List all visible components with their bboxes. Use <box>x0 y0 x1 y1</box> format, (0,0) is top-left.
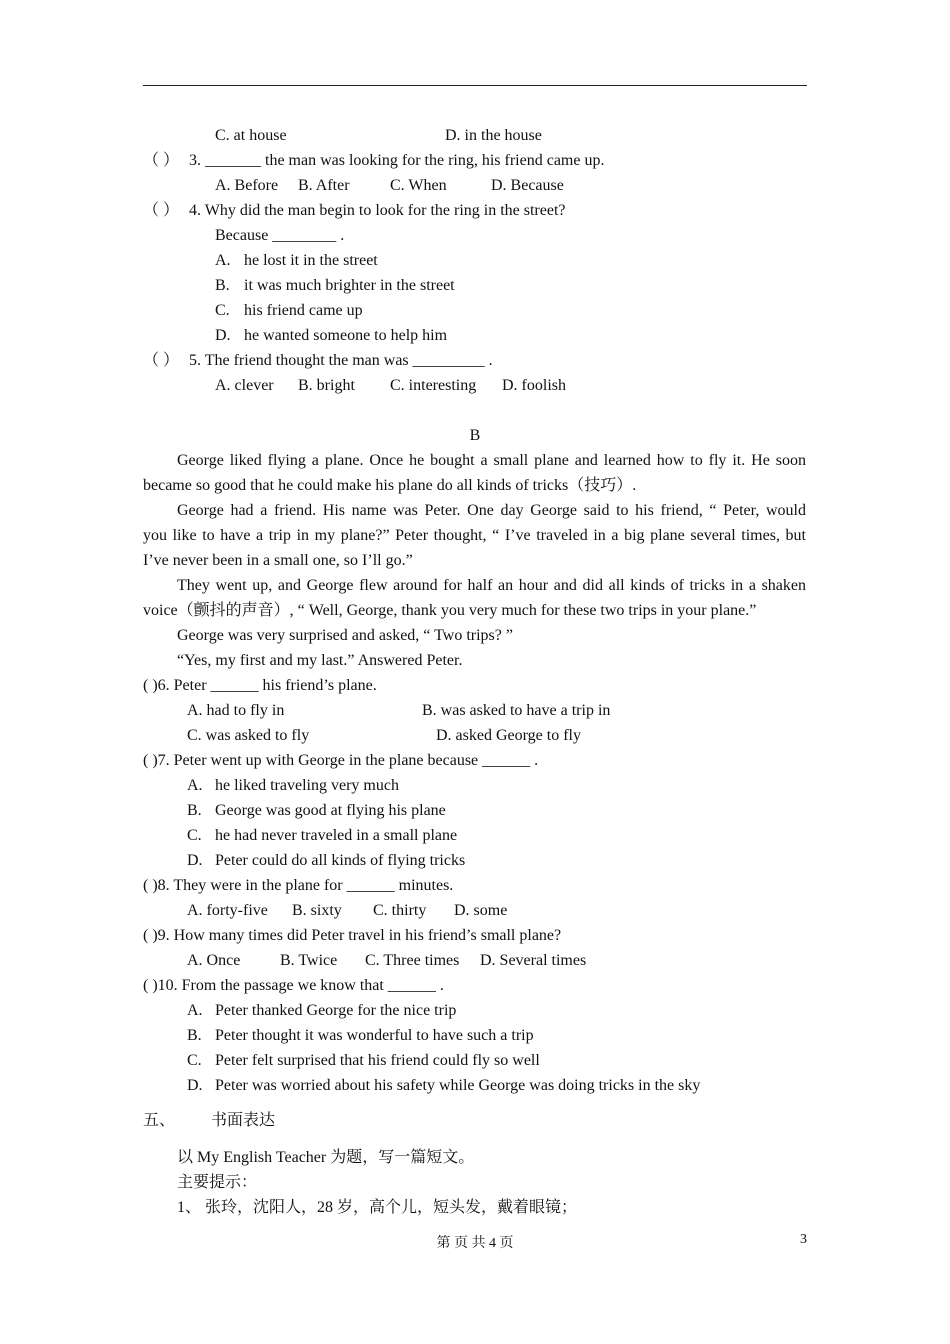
q10-option-a-text: Peter thanked George for the nice trip <box>215 1002 457 1019</box>
q6-option-b: B. was asked to have a trip in <box>422 702 611 719</box>
q4-option-a-text: he lost it in the street <box>244 252 378 269</box>
q4-option-b-letter: B. <box>215 277 230 294</box>
q6-option-c: C. was asked to fly <box>187 727 310 744</box>
passage-line-6: They went up, and George flew around for half an hour and did all kinds of tricks in a shaken <box>177 577 806 594</box>
q10-option-c-text: Peter felt surprised that his friend could fly so well <box>215 1052 540 1069</box>
q4-answer-paren: （ ） <box>143 202 180 219</box>
q8-option-b: B. sixty <box>292 902 342 919</box>
q7-option-d-text: Peter could do all kinds of flying tricks <box>215 852 466 869</box>
writing-prompt: 以 My English Teacher 为题，写一篇短文。 <box>177 1149 475 1166</box>
q5-option-c: C. interesting <box>390 377 477 394</box>
q4-option-b-text: it was much brighter in the street <box>244 277 455 294</box>
q10-option-b-letter: B. <box>187 1027 202 1044</box>
passage-line-7: voice（颤抖的声音）, “ Well, George, thank you very much for these two trips in your plane.” <box>143 602 757 619</box>
header-rule <box>143 85 807 86</box>
q4-option-c-text: his friend came up <box>244 302 363 319</box>
section-b-heading: B <box>469 427 481 444</box>
q3-option-b: B. After <box>298 177 350 194</box>
q6-option-a: A. had to fly in <box>187 702 285 719</box>
q3-option-c: C. When <box>390 177 447 194</box>
q5-stem: 5. The friend thought the man was _________ . <box>189 352 493 369</box>
q9-stem: ( )9. How many times did Peter travel in his friend’s small plane? <box>143 927 562 944</box>
q4-lead: Because ________ . <box>215 227 345 244</box>
q8-stem: ( )8. They were in the plane for ______ minutes. <box>143 877 454 894</box>
passage-line-4: you like to have a trip in my plane?” Peter thought, “ I’ve traveled in a big plane several times, but <box>143 527 806 544</box>
q10-option-a-letter: A. <box>187 1002 203 1019</box>
q6-option-d: D. asked George to fly <box>436 727 581 744</box>
q7-option-c-text: he had never traveled in a small plane <box>215 827 458 844</box>
q10-option-b-text: Peter thought it was wonderful to have such a trip <box>215 1027 534 1044</box>
q6-stem: ( )6. Peter ______ his friend’s plane. <box>143 677 377 694</box>
writing-section-title: 书面表达 <box>211 1112 276 1129</box>
q5-option-d: D. foolish <box>502 377 566 394</box>
q4-option-a-letter: A. <box>215 252 231 269</box>
q9-option-d: D. Several times <box>480 952 587 969</box>
q10-option-d-text: Peter was worried about his safety while George was doing tricks in the sky <box>215 1077 701 1094</box>
q7-option-a-letter: A. <box>187 777 203 794</box>
q7-stem: ( )7. Peter went up with George in the plane because ______ . <box>143 752 539 769</box>
q8-option-c: C. thirty <box>373 902 427 919</box>
q3-option-d: D. Because <box>491 177 564 194</box>
q7-option-a-text: he liked traveling very much <box>215 777 399 794</box>
passage-line-2: became so good that he could make his plane do all kinds of tricks（技巧）. <box>143 477 637 494</box>
q2-option-d: D. in the house <box>445 127 542 144</box>
q10-option-d-letter: D. <box>187 1077 203 1094</box>
q2-option-c: C. at house <box>215 127 287 144</box>
q7-option-b-letter: B. <box>187 802 202 819</box>
q3-option-a: A. Before <box>215 177 279 194</box>
footer-page-number: 3 <box>800 1232 807 1247</box>
q3-stem: 3. _______ the man was looking for the ring, his friend came up. <box>189 152 605 169</box>
writing-hint-label: 主要提示： <box>177 1174 258 1191</box>
q4-option-d-text: he wanted someone to help him <box>244 327 448 344</box>
q5-answer-paren: （ ） <box>143 352 180 369</box>
q9-option-b: B. Twice <box>280 952 338 969</box>
writing-section-number: 五、 <box>143 1112 176 1129</box>
q9-option-a: A. Once <box>187 952 241 969</box>
q4-stem: 4. Why did the man begin to look for the ring in the street? <box>189 202 566 219</box>
q5-option-b: B. bright <box>298 377 355 394</box>
q4-option-c-letter: C. <box>215 302 230 319</box>
passage-line-8: George was very surprised and asked, “ Two trips? ” <box>177 627 513 644</box>
q4-option-d-letter: D. <box>215 327 231 344</box>
q7-option-d-letter: D. <box>187 852 203 869</box>
footer-page-label: 第 页 共 4 页 <box>436 1236 514 1251</box>
writing-hint-1: 1、 张玲，沈阳人，28 岁，高个儿，短头发，戴着眼镜； <box>177 1199 578 1216</box>
q7-option-b-text: George was good at flying his plane <box>215 802 446 819</box>
q10-stem: ( )10. From the passage we know that ______ . <box>143 977 444 994</box>
q10-option-c-letter: C. <box>187 1052 202 1069</box>
q3-answer-paren: （ ） <box>143 152 180 169</box>
passage-line-3: George had a friend. His name was Peter. One day George said to his friend, “ Peter, would <box>177 502 806 519</box>
passage-line-1: George liked flying a plane. Once he bought a small plane and learned how to fly it. He soon <box>177 452 806 469</box>
q7-option-c-letter: C. <box>187 827 202 844</box>
passage-line-9: “Yes, my first and my last.” Answered Peter. <box>177 652 463 669</box>
q9-option-c: C. Three times <box>365 952 460 969</box>
q8-option-a: A. forty-five <box>187 902 268 919</box>
passage-line-5: I’ve never been in a small one, so I’ll go.” <box>143 552 413 569</box>
q8-option-d: D. some <box>454 902 508 919</box>
q5-option-a: A. clever <box>215 377 274 394</box>
